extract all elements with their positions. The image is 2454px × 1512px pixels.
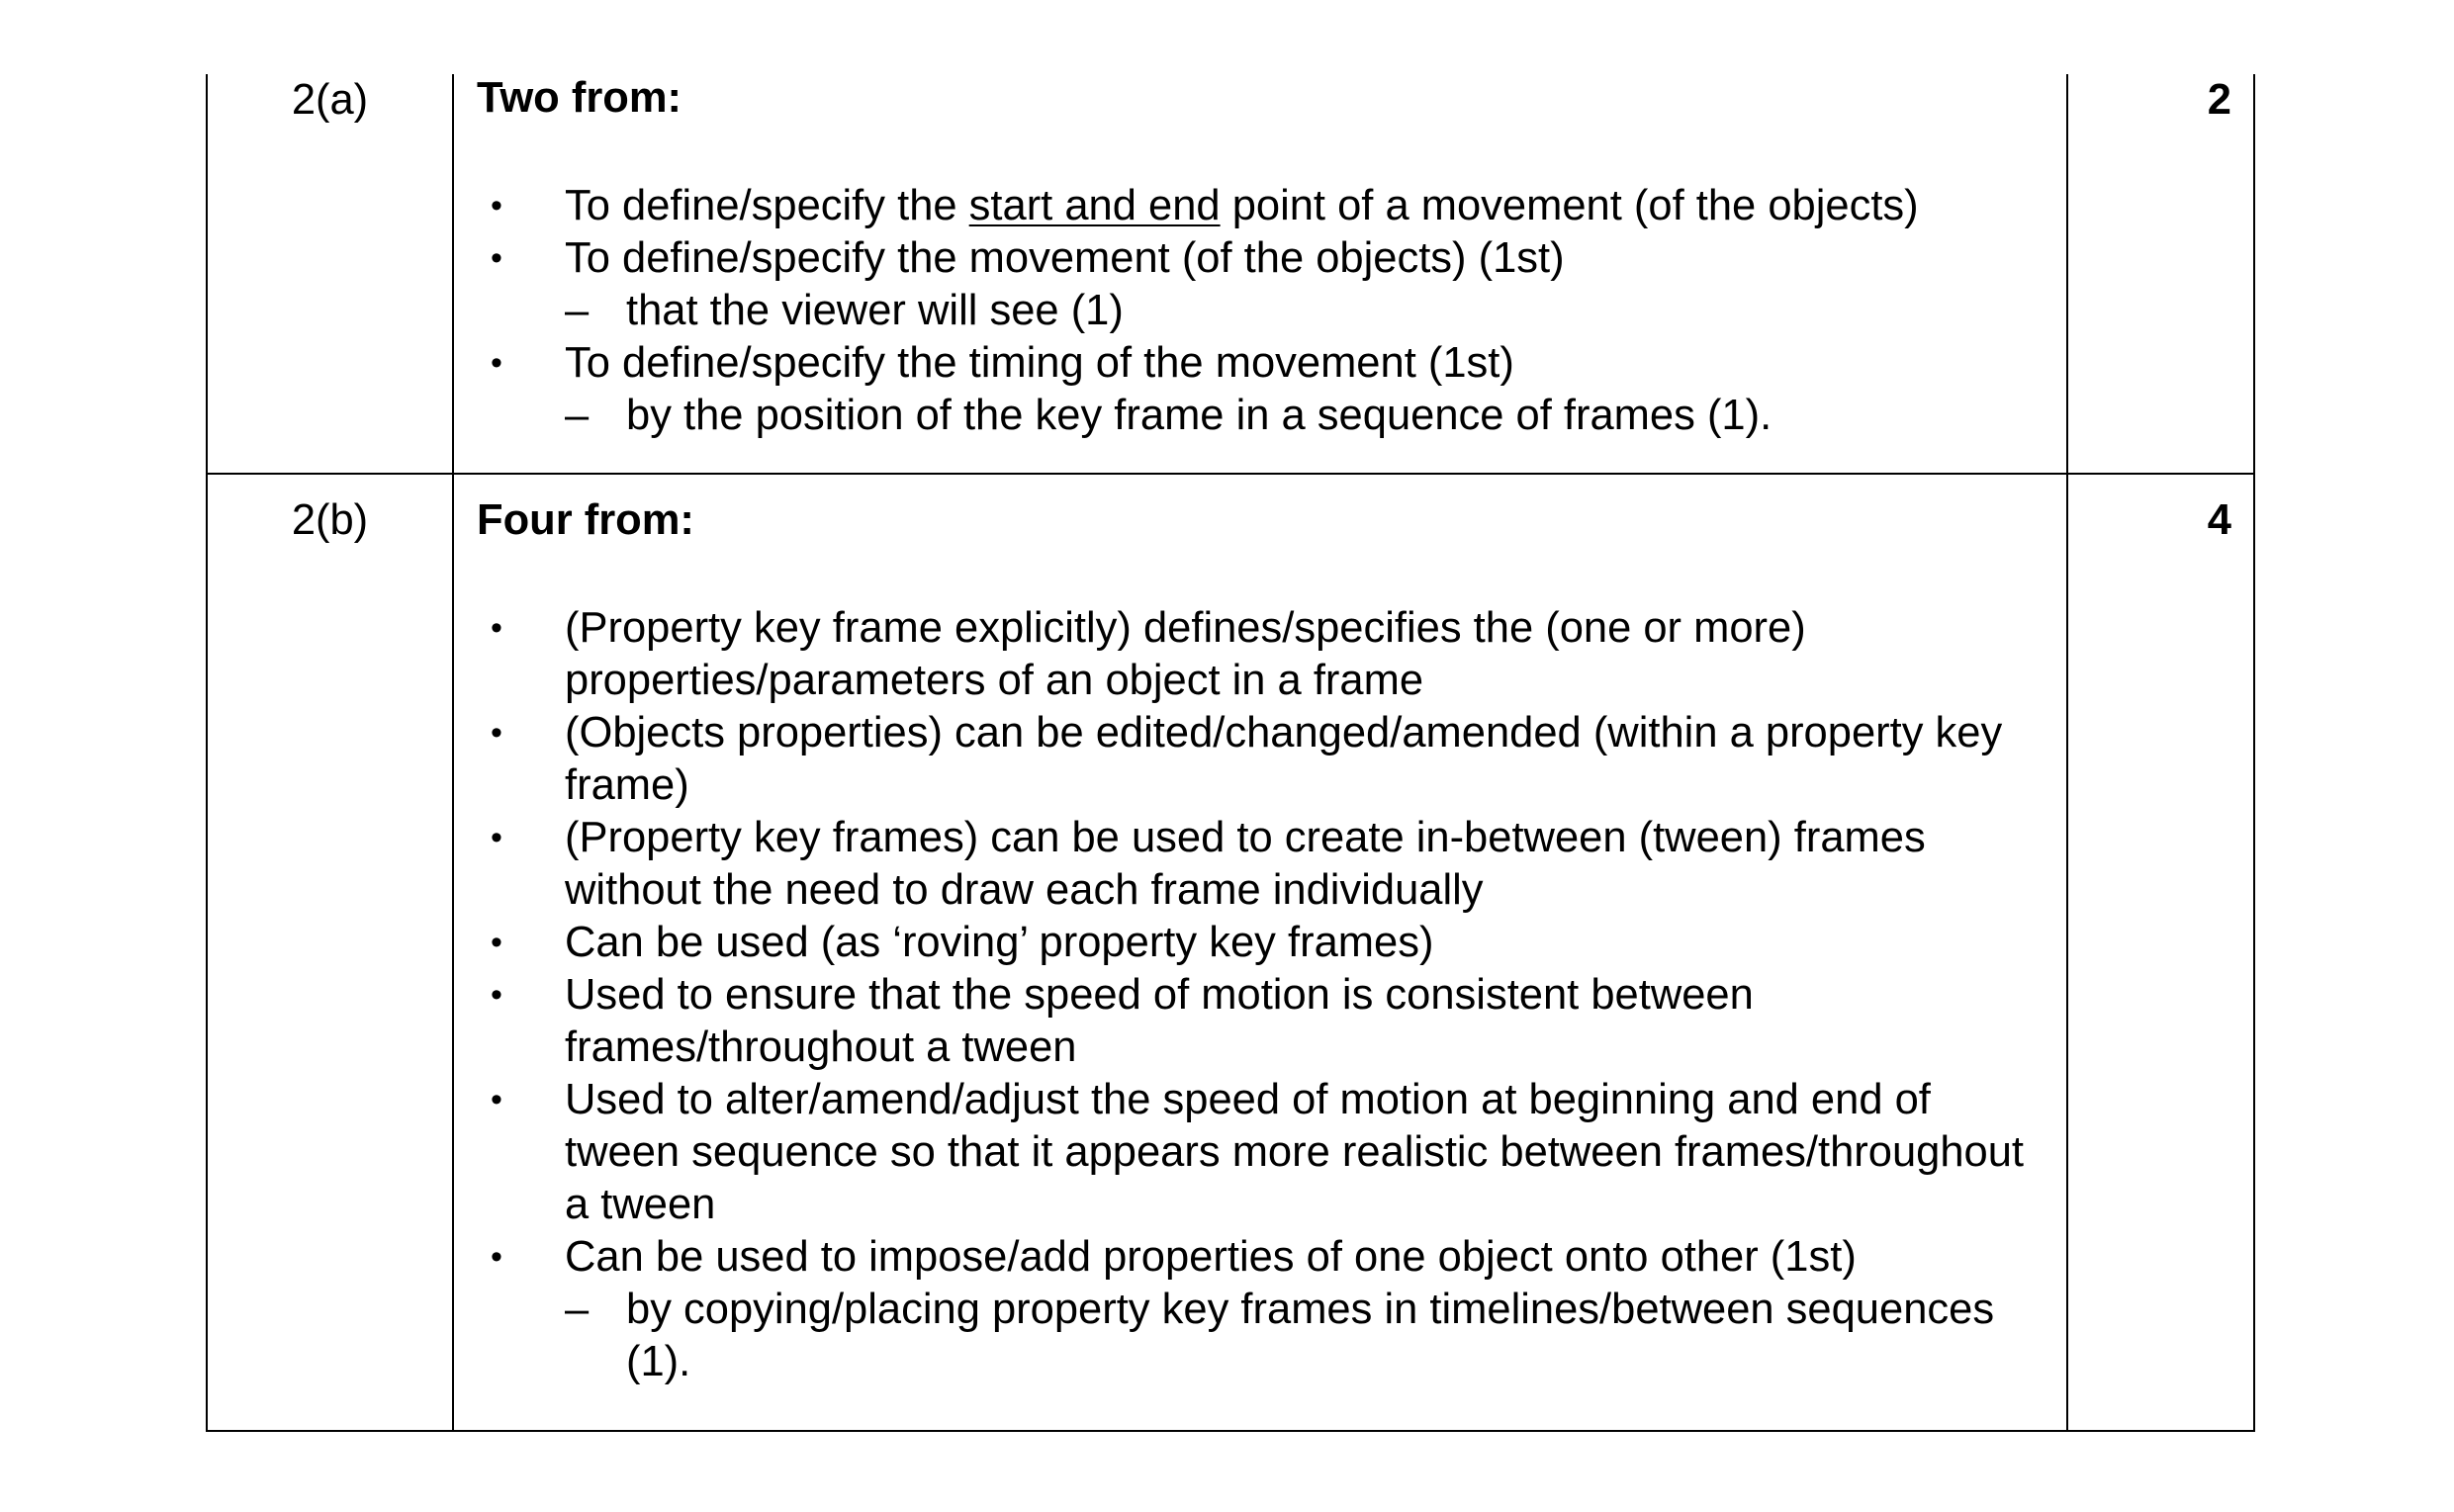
marks-value: 2 [2207, 76, 2231, 124]
bullet-text: To define/specify the timing of the movement (1st) [565, 339, 1514, 387]
bullet-text: Can be used to impose/add properties of one object onto other (1st) [565, 1233, 1857, 1281]
list-item [477, 1074, 2037, 1231]
bullet-text: (Property key frame explicitly) defines/specifies the (one or more) properties/parameters of an object in a frame [565, 604, 1806, 704]
bullet-text: To define/specify the [565, 182, 969, 229]
bullet-icon: • [491, 924, 502, 961]
bullet-icon: • [491, 819, 502, 856]
bullet-icon: • [491, 714, 502, 752]
answer-cell [453, 474, 2067, 1431]
list-item [477, 969, 2037, 1074]
table-row [207, 74, 2254, 474]
list-item [477, 707, 2037, 812]
bullet-text: Used to alter/amend/adjust the speed of motion at beginning and end of tween sequence so that it appears more realistic between frames/throughout a tween [565, 1076, 2025, 1228]
sub-item [565, 390, 2037, 442]
bullet-text: (Property key frames) can be used to create in-between (tween) frames without the need to draw each frame individually [565, 814, 1926, 914]
question-number: 2(b) [291, 496, 369, 544]
marks-value: 4 [2207, 496, 2231, 544]
list-item [477, 812, 2037, 917]
question-number-cell [207, 474, 453, 1431]
list-item [477, 602, 2037, 707]
sub-item-text: by copying/placing property key frames in timelines/between sequences (1). [626, 1286, 1995, 1385]
sub-item [565, 1284, 2037, 1388]
sub-item-text: that the viewer will see (1) [626, 287, 1124, 334]
sub-list [565, 390, 2037, 442]
bullet-text: Can be used (as ‘roving’ property key frames) [565, 919, 1434, 966]
bullet-icon: • [491, 976, 502, 1014]
bullet-icon: • [491, 1081, 502, 1118]
dash-icon: – [565, 392, 590, 439]
bullet-text: To define/specify the movement (of the objects) (1st) [565, 234, 1565, 282]
dash-icon: – [565, 1286, 590, 1333]
answer-cell [453, 74, 2067, 474]
answer-heading: Four from: [477, 496, 694, 544]
bullet-icon: • [491, 344, 502, 382]
table-row [207, 474, 2254, 1431]
bullet-text: Used to ensure that the speed of motion is consistent between frames/throughout a tween [565, 971, 1754, 1071]
bullet-text: (Objects properties) can be edited/changed/amended (within a property key frame) [565, 709, 2003, 809]
list-item [477, 337, 2037, 442]
list-item [477, 917, 2037, 969]
sub-list [565, 1284, 2037, 1388]
underlined-text: start and end [968, 182, 1221, 229]
answer-list [477, 180, 2037, 442]
bullet-icon: • [491, 1238, 502, 1276]
answer-heading: Two from: [477, 74, 682, 122]
sub-list [565, 285, 2037, 337]
mark-scheme-table [206, 74, 2255, 1432]
list-item [477, 1231, 2037, 1388]
question-number-cell [207, 74, 453, 474]
sub-item-text: by the position of the key frame in a sequence of frames (1). [626, 392, 1772, 439]
bullet-icon: • [491, 239, 502, 277]
marks-cell [2067, 74, 2254, 474]
answer-list [477, 602, 2037, 1388]
list-item [477, 180, 2037, 232]
question-number: 2(a) [291, 76, 369, 124]
sub-item [565, 285, 2037, 337]
bullet-icon: • [491, 609, 502, 647]
bullet-text-end: point of a movement (of the objects) [1220, 182, 1919, 229]
list-item [477, 232, 2037, 337]
bullet-icon: • [491, 187, 502, 224]
marks-cell [2067, 474, 2254, 1431]
dash-icon: – [565, 287, 590, 334]
